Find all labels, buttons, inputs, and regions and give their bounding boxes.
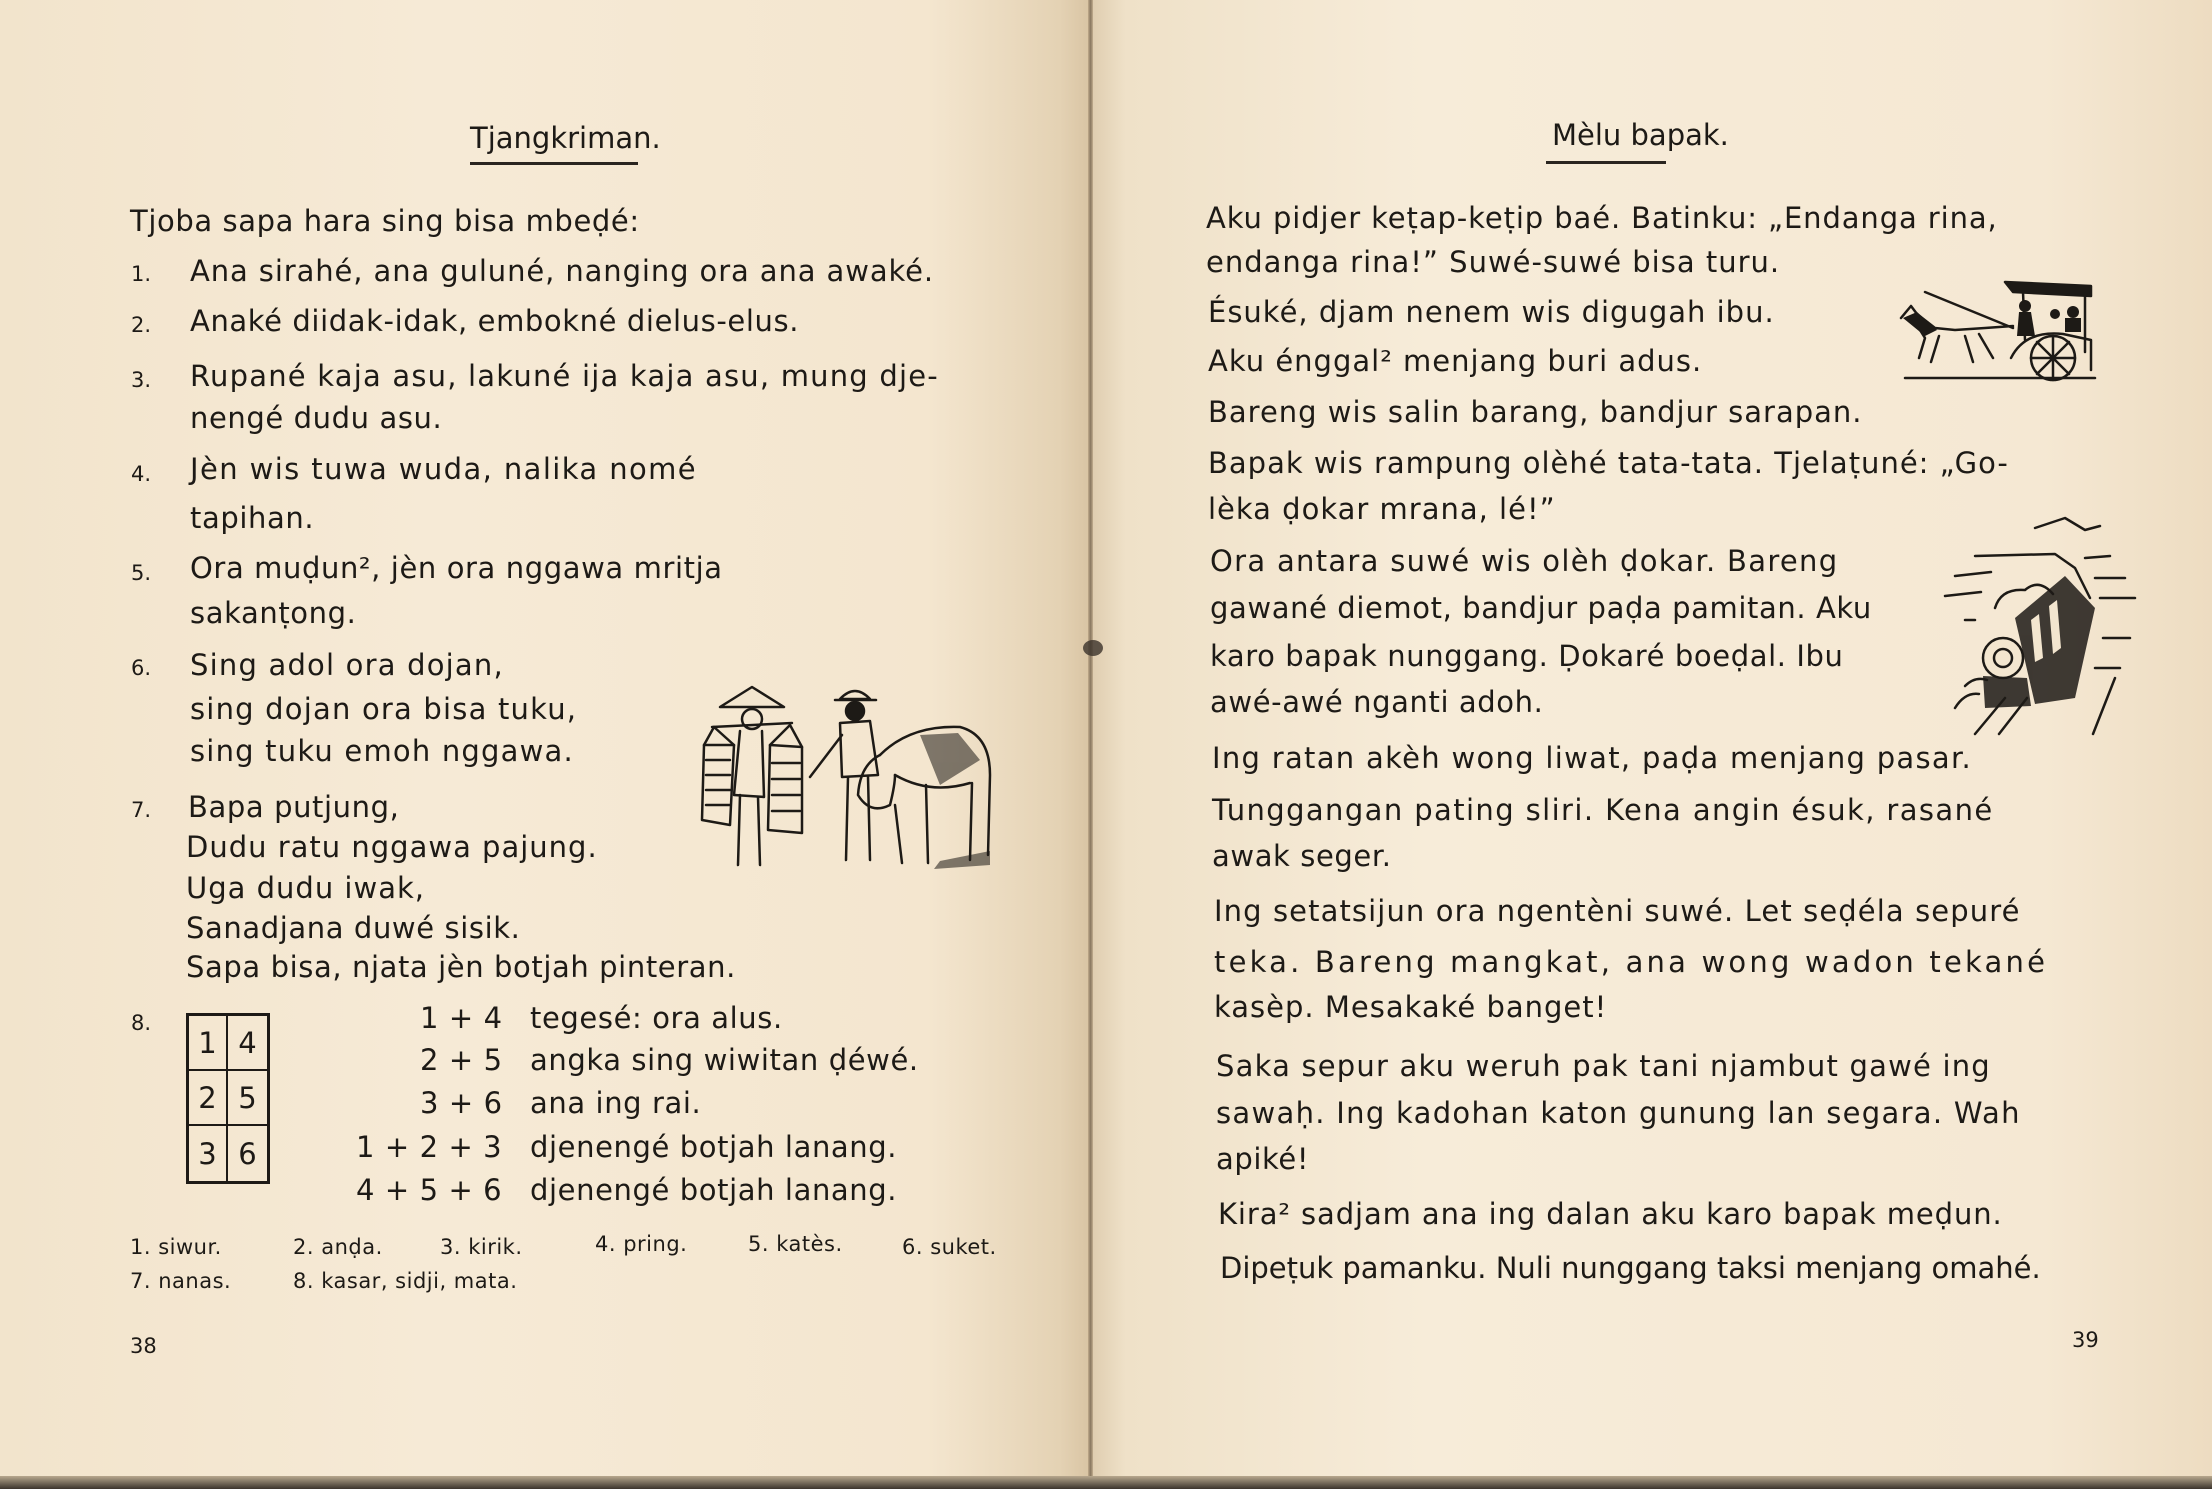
- riddle-line: Rupané kaja asu, lakuné ija kaja asu, mung dje-: [190, 359, 939, 393]
- grid-clue: angka sing wiwitan ḍéwé.: [530, 1043, 919, 1077]
- left-title-underline: [470, 162, 638, 165]
- right-page-title: Mèlu bapak.: [1552, 118, 1729, 152]
- riddle-number: 8.: [131, 1011, 152, 1035]
- page-bottom-edge: [0, 1476, 2212, 1489]
- grid-clue: djenengé botjah lanang.: [530, 1173, 898, 1207]
- story-line: Kira² sadjam ana ing dalan aku karo bapak meḍun.: [1218, 1197, 2003, 1231]
- grid-sum: 1 + 2 + 3: [356, 1130, 503, 1164]
- riddle-line: Sapa bisa, njata jèn botjah pinteran.: [186, 950, 736, 984]
- answer: 7. nanas.: [130, 1269, 232, 1293]
- horse-carriage-illustration: [1895, 278, 2100, 388]
- right-title-underline: [1546, 161, 1666, 164]
- riddle-line: Ora muḍun², jèn ora nggawa mritja: [190, 551, 723, 585]
- number-grid: [186, 1013, 270, 1184]
- grid-clue: ana ing rai.: [530, 1086, 702, 1120]
- answer: 6. suket.: [902, 1235, 997, 1259]
- story-line: apiké!: [1216, 1142, 1310, 1176]
- grid-cell: 3: [189, 1126, 228, 1181]
- grid-clue: tegesé: ora alus.: [530, 1001, 783, 1035]
- story-line: Ing ratan akèh wong liwat, paḍa menjang pasar.: [1212, 741, 1973, 775]
- steam-train-illustration: [1935, 508, 2140, 736]
- grid-cell: 4: [228, 1016, 267, 1071]
- grid-sum: 3 + 6: [420, 1086, 503, 1120]
- riddle-line: Sing adol ora dojan,: [190, 648, 504, 682]
- riddle-line: Ana sirahé, ana guluné, nanging ora ana awaké.: [190, 254, 935, 288]
- grid-clue: djenengé botjah lanang.: [530, 1130, 898, 1164]
- grid-cell: 5: [228, 1071, 267, 1126]
- book-gutter: [1088, 0, 1093, 1476]
- story-line: Aku énggal² menjang buri adus.: [1208, 344, 1703, 378]
- page-number: 39: [2072, 1328, 2099, 1352]
- riddle-line: Jèn wis tuwa wuda, nalika nomé: [190, 452, 698, 486]
- riddle-line: sing tuku emoh nggawa.: [190, 734, 574, 768]
- grid-cell: 6: [238, 1136, 257, 1171]
- riddle-line: tapihan.: [190, 501, 315, 535]
- riddle-line: Uga dudu iwak,: [186, 871, 425, 905]
- grid-cell: 1: [189, 1016, 228, 1071]
- grid-cell: 2: [189, 1071, 228, 1126]
- story-line: sawaḥ. Ing kadohan katon gunung lan segara. Wah: [1216, 1096, 2021, 1130]
- riddle-line: Bapa putjung,: [188, 790, 400, 824]
- story-line: lèka ḍokar mrana, lé!”: [1208, 492, 1556, 526]
- riddle-line: Anaké diidak-idak, embokné dielus-elus.: [190, 304, 800, 338]
- story-line: kasèp. Mesakaké banget!: [1214, 990, 1608, 1024]
- answer: 1. siwur.: [130, 1235, 222, 1259]
- riddle-number: 2.: [131, 313, 152, 337]
- story-line: karo bapak nunggang. Ḍokaré boeḍal. Ibu: [1210, 639, 1844, 673]
- grid-sum: 4 + 5 + 6: [356, 1173, 503, 1207]
- riddle-line: nengé dudu asu.: [190, 401, 443, 435]
- riddle-number: 5.: [131, 561, 152, 585]
- riddle-line: Dudu ratu nggawa pajung.: [186, 830, 598, 864]
- riddle-line: sing dojan ora bisa tuku,: [190, 692, 578, 726]
- answer: 8. kasar, sidji, mata.: [293, 1269, 518, 1293]
- riddle-number: 6.: [131, 656, 152, 680]
- riddle-line: sakanṭong.: [190, 596, 357, 630]
- page-number: 38: [130, 1334, 157, 1358]
- story-line: gawané diemot, bandjur paḍa pamitan. Aku: [1210, 591, 1872, 625]
- grid-sum: 2 + 5: [420, 1043, 503, 1077]
- riddle-number: 7.: [131, 798, 152, 822]
- answer: 3. kirik.: [440, 1235, 523, 1259]
- story-line: Aku pidjer keṭap-keṭip baé. Batinku: „Endanga rina,: [1206, 201, 1998, 235]
- story-line: Dipeṭuk pamanku. Nuli nunggang taksi menjang omahé.: [1220, 1251, 2041, 1285]
- gutter-stain: [1083, 640, 1103, 656]
- riddle-number: 3.: [131, 368, 152, 392]
- story-line: Bapak wis rampung olèhé tata-tata. Tjelaṭuné: „Go-: [1208, 446, 2009, 480]
- story-line: endanga rina!” Suwé-suwé bisa turu.: [1206, 245, 1781, 279]
- answer: 4. pring.: [595, 1232, 688, 1256]
- riddle-number: 4.: [131, 462, 152, 486]
- riddle-line: Sanadjana duwé sisik.: [186, 911, 521, 945]
- riddle-number: 1.: [131, 262, 152, 286]
- story-line: Tunggangan pating sliri. Kena angin ésuk, rasané: [1212, 793, 1994, 827]
- answer: 2. anḍa.: [293, 1235, 383, 1259]
- answer: 5. katès.: [748, 1232, 843, 1256]
- story-line: Ing setatsijun ora ngentèni suwé. Let seḍéla sepuré: [1214, 894, 2021, 928]
- story-line: teka. Bareng mangkat, ana wong wadon tekané: [1214, 945, 2049, 979]
- story-line: Ora antara suwé wis olèh ḍokar. Bareng: [1210, 544, 1839, 578]
- story-line: awak seger.: [1212, 839, 1392, 873]
- story-line: Saka sepur aku weruh pak tani njambut gawé ing: [1216, 1049, 1991, 1083]
- riddles-intro: Tjoba sapa hara sing bisa mbeḍé:: [130, 204, 640, 238]
- left-page-title: Tjangkriman.: [470, 121, 661, 155]
- grid-sum: 1 + 4: [420, 1001, 503, 1035]
- farmers-illustration: [690, 665, 1000, 875]
- story-line: Bareng wis salin barang, bandjur sarapan.: [1208, 395, 1863, 429]
- story-line: awé-awé nganti adoh.: [1210, 685, 1544, 719]
- story-line: Ésuké, djam nenem wis digugah ibu.: [1208, 295, 1775, 329]
